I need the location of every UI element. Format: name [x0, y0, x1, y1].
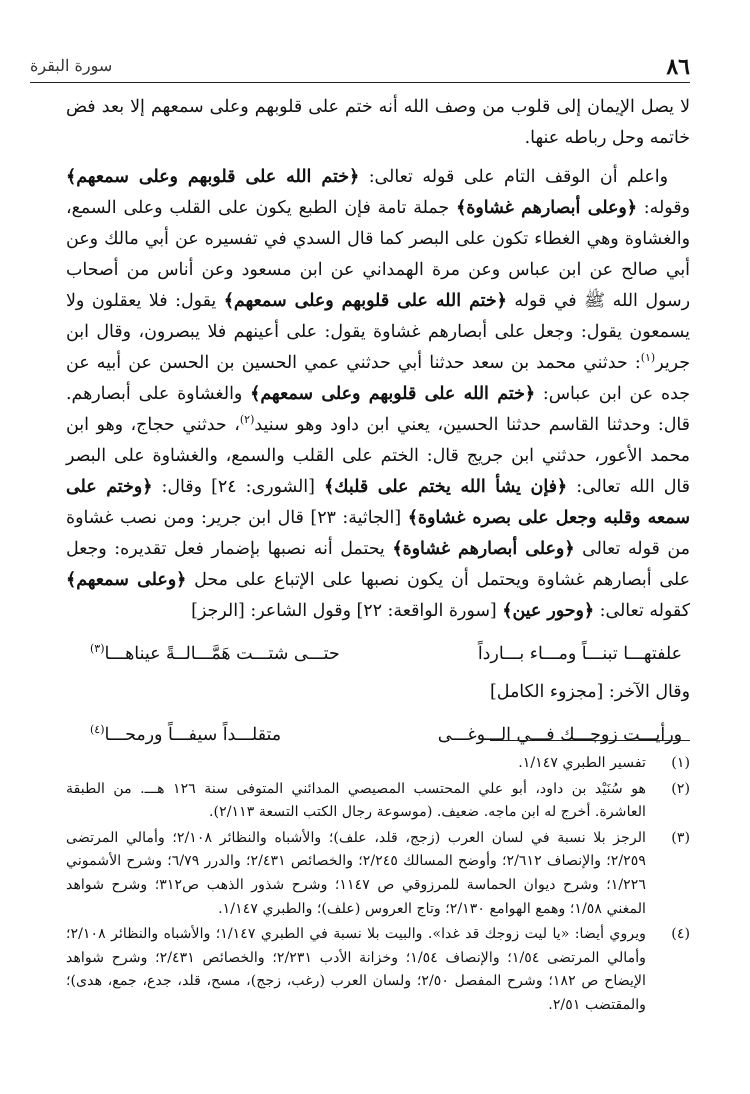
text-run: كقوله تعالى: [594, 601, 690, 621]
paragraph-intro: لا يصل الإيمان إلى قلوب من وصف الله أنه ختم على قلوبهم وعلى سمعهم إلا بعد فض خاتمه وحل رباطه عنها. [66, 97, 690, 148]
text-run: [الشورى: ٢٤] وقال: [152, 477, 324, 497]
text-run: وقوله: [636, 198, 690, 218]
footnote-number: (٣) [671, 829, 690, 846]
footnote-ref: (٢) [239, 413, 255, 427]
footnote-ref: (٣) [90, 642, 105, 656]
verse-second-hemistich [90, 639, 340, 669]
text-run: جملة تامة فإن الطبع يكون على القلب وعلى السمع، والغشاوة وهي الغطاء تكون على البصر كما قال السدي في تفسيره عن أبي مالك وعن أبي صالح عن ابن عباس وعن مرة الهمداني عن ابن مسعود وعن أناس من أصحاب رسول الله ﷺ في قوله [66, 198, 690, 311]
footnote-ref: (٤) [90, 723, 105, 737]
footnote-1 [66, 752, 690, 776]
footnote-text: الرجز بلا نسبة في لسان العرب (زجج، قلد، علف)؛ والأشباه والنظائر ٢/١٠٨؛ وأمالي المرتضى ٢/٢٥٩؛ والإنصاف ٢/٦١٢؛ وأوضح المسالك ٢/٢٤٥؛ والخصائص ٢/٤٣١؛ والدرر ٦/٧٩؛ وشرح الأشموني ١/٢٢٦؛ وشرح ديوان الحماسة للمرزوقي ص ١١٤٧؛ وشرح شذور الذهب ص٣١٢؛ وشرح شواهد المغني ١/٥٨؛ وهمع الهوامع ٢/١٣٠؛ وتاج العروس (علف)؛ والطبري ١/١٤٧. [66, 829, 646, 917]
footnote-ref: (١) [640, 351, 656, 365]
footnote-text: هو سُنَيْد بن داود، أبو علي المحتسب المصيصي المدائني المتوفى سنة ١٢٦ هـــ. من الطبقة العاشرة. أخرج له ابن ماجه. ضعيف. (موسوعة رجال الكتب التسعة ٢/١١٣). [66, 780, 647, 821]
footnote-text: تفسير الطبري ١/١٤٧. [518, 755, 646, 771]
verse-text: حتـــى شتـــت هَمَّـــالــةً عيناهـــا [104, 644, 340, 664]
quran-quote: ﴿وختم على سمعه وقلبه وجعل على بصره غشاوة﴾ [66, 477, 690, 528]
quran-quote: ﴿ختم الله على قلوبهم وعلى سمعهم﴾ [250, 384, 536, 404]
poetry-verse-2 [90, 720, 682, 750]
footnote-3 [66, 827, 690, 921]
text-run: [سورة الواقعة: ٢٢] وقول الشاعر: [الرجز] [191, 601, 503, 621]
quran-quote: ﴿وعلى أبصارهم غشاوة﴾ [392, 539, 575, 559]
footnote-4 [66, 923, 690, 1017]
verse-second-hemistich [90, 720, 281, 750]
quran-quote: ﴿وحور عين﴾ [502, 601, 595, 621]
text-run: يقول: فلا يعقلون ولا يسمعون يقول: وجعل على أبصارهم غشاوة يقول: على أعينهم فلا يبصرون، وقال ابن جرير [66, 291, 690, 373]
verse-first-hemistich: علفتهـــا تبنـــاً ومـــاء بـــارداً [477, 644, 682, 664]
main-text [66, 92, 690, 758]
text-run: واعلم أن الوقف التام على قوله تعالى: [359, 167, 668, 187]
footnote-text: ويروي أيضا: «يا ليت زوجك قد غدا». والبيت بلا نسبة في الطبري ١/١٤٧؛ والأشباه والنظائر ٢/١٠٨؛ وأمالي المرتضى ١/٥٤؛ والإنصاف ١/٥٤؛ وخزانة الأدب ٢/٢٣١؛ والخصائص ٢/٤٣١؛ وشرح شواهد الإيضاح ص ١٨٢؛ وشرح المفصل ٢/٥٠؛ ولسان العرب (رغب، زجج)، مسح، قلد، جدع، جمع، هدى)؛ والمقتضب ٢/٥١. [66, 926, 646, 1013]
text-run: [الجاثية: ٢٣] قال ابن جرير: ومن نصب غشاوة من قوله تعالى [66, 508, 690, 559]
footnote-number: (٢) [671, 780, 690, 797]
quran-quote: ﴿ختم الله على قلوبهم وعلى سمعهم﴾ [223, 291, 507, 311]
verse-text: متقلـــداً سيفـــاً ورمحـــا [104, 725, 282, 745]
page-number: ٨٦ [666, 54, 690, 80]
footnote-number: (١) [671, 755, 690, 771]
paragraph-commentary [66, 162, 690, 627]
poetry-verse-1 [90, 639, 682, 669]
text-run: يحتمل أنه نصبها بإضمار فعل تقديره: وجعل على أبصارهم غشاوة ويحتمل أن يكون نصبها على الإتباع على محل [66, 539, 690, 590]
verse-first-hemistich: ورأيـــت زوجـــك فـــي الـــوغـــى [437, 725, 682, 745]
text-run: : حدثني محمد بن سعد حدثنا أبي حدثني عمي الحسين بن الحسن عن أبيه عن جده عن ابن عباس: [66, 353, 690, 404]
paragraph-poet-intro: وقال الآخر: [مجزوء الكامل] [490, 682, 690, 702]
quran-quote: ﴿فإن يشأ الله يختم على قلبك﴾ [323, 477, 568, 497]
footnote-separator [490, 740, 690, 741]
quran-quote: ﴿وعلى سمعهم﴾ [66, 570, 187, 590]
quran-quote: ﴿ختم الله على قلوبهم وعلى سمعهم﴾ [66, 167, 360, 187]
text-run: ، حدثني حجاج، وهو ابن محمد الأعور، حدثني ابن جريج قال: الختم على القلب والسمع، والغشاوة على البصر قال الله تعالى: [66, 415, 690, 497]
running-title: سورة البقرة [30, 56, 113, 75]
footnotes [66, 752, 690, 1020]
text-run: والغشاوة على أبصارهم. قال: وحدثنا القاسم حدثنا الحسين، يعني ابن داود وهو سنيد [66, 384, 690, 435]
footnote-number: (٤) [671, 926, 690, 943]
footnote-2 [66, 778, 690, 825]
quran-quote: ﴿وعلى أبصارهم غشاوة﴾ [456, 198, 637, 218]
page-header [30, 52, 690, 83]
